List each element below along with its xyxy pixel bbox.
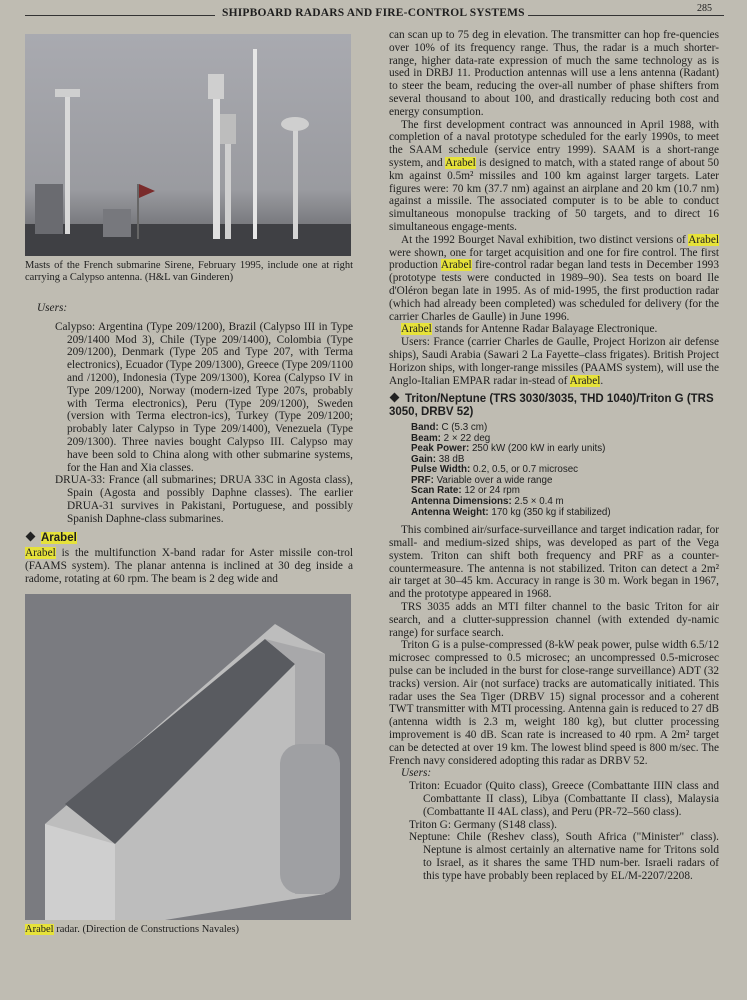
spec-row: Antenna Dimensions: 2.5 × 0.4 m (411, 496, 564, 508)
triton-users-heading: Users: (401, 767, 432, 780)
page-number: 285 (697, 3, 712, 14)
header-rule-left (25, 15, 215, 16)
submarine-masts-illustration (25, 34, 351, 256)
drua-users: DRUA-33: France (all submarines; DRUA 33C in Agosta class), Spain (Agosta and possibly Daphne classes). The earlier DRUA-31 survives in Pakistani, Portuguese, and possibly Spanish Daphne-class submarines. (55, 474, 353, 525)
arabel-para-4: Arabel stands for Antenne Radar Balayage Electronique. (401, 323, 658, 336)
left-column (25, 34, 353, 936)
spec-row: Band: C (5.3 cm) (411, 421, 488, 433)
spec-row: Peak Power: 250 kW (200 kW in early units) (411, 443, 606, 455)
triton-heading: Triton/Neptune (TRS 3030/3035, THD 1040)/Triton G (TRS 3050, DRBV 52) (389, 393, 714, 419)
submarine-masts-photo (25, 34, 351, 256)
photo2-caption: Arabel radar. (Direction de Constructions Navales) (25, 923, 240, 935)
arabel-para-2: The first development contract was announced in April 1988, with completion of a naval prototype scheduled for the early 1990s, to meet the SAAM schedule (service entry 1999). SAAM is a short-range system, and Arabel is designed to match, with a stated range of about 50 km against 0.5m² missiles and 100 km against larger targets. Later figures were: 70 km (37.7 nm) against an airplane and 20 km (10.7 nm) against a missile. The associated computer is to be able to conduct simultaneous monopulse tracking of 50 targets, and to direct 16 simultaneous engage-ments. (389, 118, 719, 233)
arabel-radar-photo (25, 594, 351, 920)
triton-users: Triton: Ecuador (Quito class), Greece (Combattante IIIN class and Combattante II class), Libya (Combattante II class), Malaysia (Combattante II 4AL class), and Peru (PR-72–560 class). (409, 780, 719, 818)
triton-para-1: This combined air/surface-surveillance and target indication radar, for small- and medium-sized ships, was developed as part of the Vega system. Triton can shift both frequency and PRF as a counter-countermeasure. The antenna is not stabilized. Triton can detect a 2m² air target at 30–45 km. Accuracy in range is 30 m. Work began in 1967, and the prototype appeared in 1968. (389, 524, 719, 601)
triton-para-2: TRS 3035 adds an MTI filter channel to the basic Triton for air search, and a clutter-suppression channel (with extended dy-namic range) for surface search. (389, 601, 719, 639)
running-head: SHIPBOARD RADARS AND FIRE-CONTROL SYSTEMS (222, 7, 525, 19)
neptune-users: Neptune: Chile (Reshev class), South Africa ("Minister" class). Neptune is almost certainly an alternative name for Tritons sold to Israel, as it shares the same THD num-ber. Israeli radars of this type have probably been replaced by EL/M-2207/2208. (409, 831, 719, 882)
arabel-para-3: At the 1992 Bourget Naval exhibition, two distinct versions of Arabel were shown, one for target acquisition and one for fire control. The first production Arabel fire-control radar began land tests in December 1993 (prototype tests were conducted in 1989–90). Sea tests on board Ile d'Oléron began late in 1995. As of mid-1995, the first production radar (which had already been completed) was scheduled for delivery (for the carrier Charles de Gaulle) in June 1996. (389, 233, 719, 323)
triton-specs (411, 423, 719, 518)
diamond-bullet-icon (390, 393, 400, 403)
triton-g-users: Triton G: Germany (S148 class). (409, 818, 558, 831)
arabel-radar-illustration (25, 594, 351, 920)
diamond-bullet-icon (26, 531, 36, 541)
users-heading: Users: (37, 302, 68, 314)
photo1-caption: Masts of the French submarine Sirene, February 1995, include one at right carrying a Calypso antenna. (H&L van Ginderen) (25, 260, 353, 283)
triton-para-3: Triton G is a pulse-compressed (8-kW peak power, pulse width 6.5/12 microsec compressed to 0.5 microsec; an uncompressed 0.5-microsec pulse can be included in the burst for close-range surveillance) ADT (32 tracks) version. Air (not surface) tracks are automatically initiated. This radar uses the Sea Tiger (DRBV 15) signal processor and a coherent TWT transmitter with MTI processing. Antenna gain is reduced to 27 dB (antenna width is 2.3 m, weight 180 kg), but clutter processing improvement is 40 dB. Scan rate is increased to 40 rpm. A 2m² target can be detected at over 19 km. The lowest blind speed is 800 m/sec. The French navy considered adopting this radar as DRBV 52. (389, 639, 719, 767)
arabel-users: Users: France (carrier Charles de Gaulle, Project Horizon air defense ships), Saudi Arabia (Sawari 2 La Fayette–class frigates). British Project Horizon ships, with longer-range missiles (PAAMS system), will use the Anglo-Italian EMPAR radar in-stead of Arabel. (389, 336, 719, 387)
arabel-intro: Arabel is the multifunction X-band radar for Aster missile con-trol (FAAMS system). The planar antenna is inclined at 30 deg inside a radome, rotating at 60 rpm. The beam is 2 deg wide and (25, 547, 353, 585)
spec-row: Antenna Weight: 170 kg (350 kg if stabilized) (411, 506, 611, 518)
arabel-para-1: can scan up to 75 deg in elevation. The transmitter can hop fre-quencies over 10% of its frequency range. Thus, the radar is a much shorter-range, higher data-rate expression of much the same technology as is used in DRBJ 11. Production antennas will use a lens antenna (Radant) to steer the beam, reducing the over-all number of phase shifters from several thousand to about 100, and drastically reducing both cost and energy consumption. (389, 29, 719, 118)
right-column (389, 29, 719, 883)
spec-row: Scan Rate: 12 or 24 rpm (411, 485, 520, 497)
spec-row: Pulse Width: 0.2, 0.5, or 0.7 microsec (411, 464, 579, 476)
spec-row: PRF: Variable over a wide range (411, 474, 553, 486)
spec-row: Beam: 2 × 22 deg (411, 432, 491, 444)
header-rule-right (528, 15, 724, 16)
calypso-users: Calypso: Argentina (Type 209/1200), Brazil (Calypso III in Type 209/1400 Mod 3), Chile (Type 209/1400), Colombia (Type 209/1200), Denmark (Type 205 and Type 207, with Terma electronics), Ecuador (Type 209/1300), Greece (Type 209/1100 and /1200), Indonesia (Type 209/1300), Korea (Calypso IV in Type 209/1200), Norway (modern-ized Type 207s, probably with Terma electronics), Peru (Type 209/1200), Sweden (version with Terma electron-ics), Turkey (Type 209/1200; probably later Calypso in Type 209/1400), Venezuela (Type 209/1300). Three navies bought Calypso III. Calypso may have been sold to China along with other submarine systems, for the Han and Xia classes. (55, 320, 353, 474)
spec-row: Gain: 38 dB (411, 453, 465, 465)
arabel-heading: Arabel (25, 532, 353, 545)
